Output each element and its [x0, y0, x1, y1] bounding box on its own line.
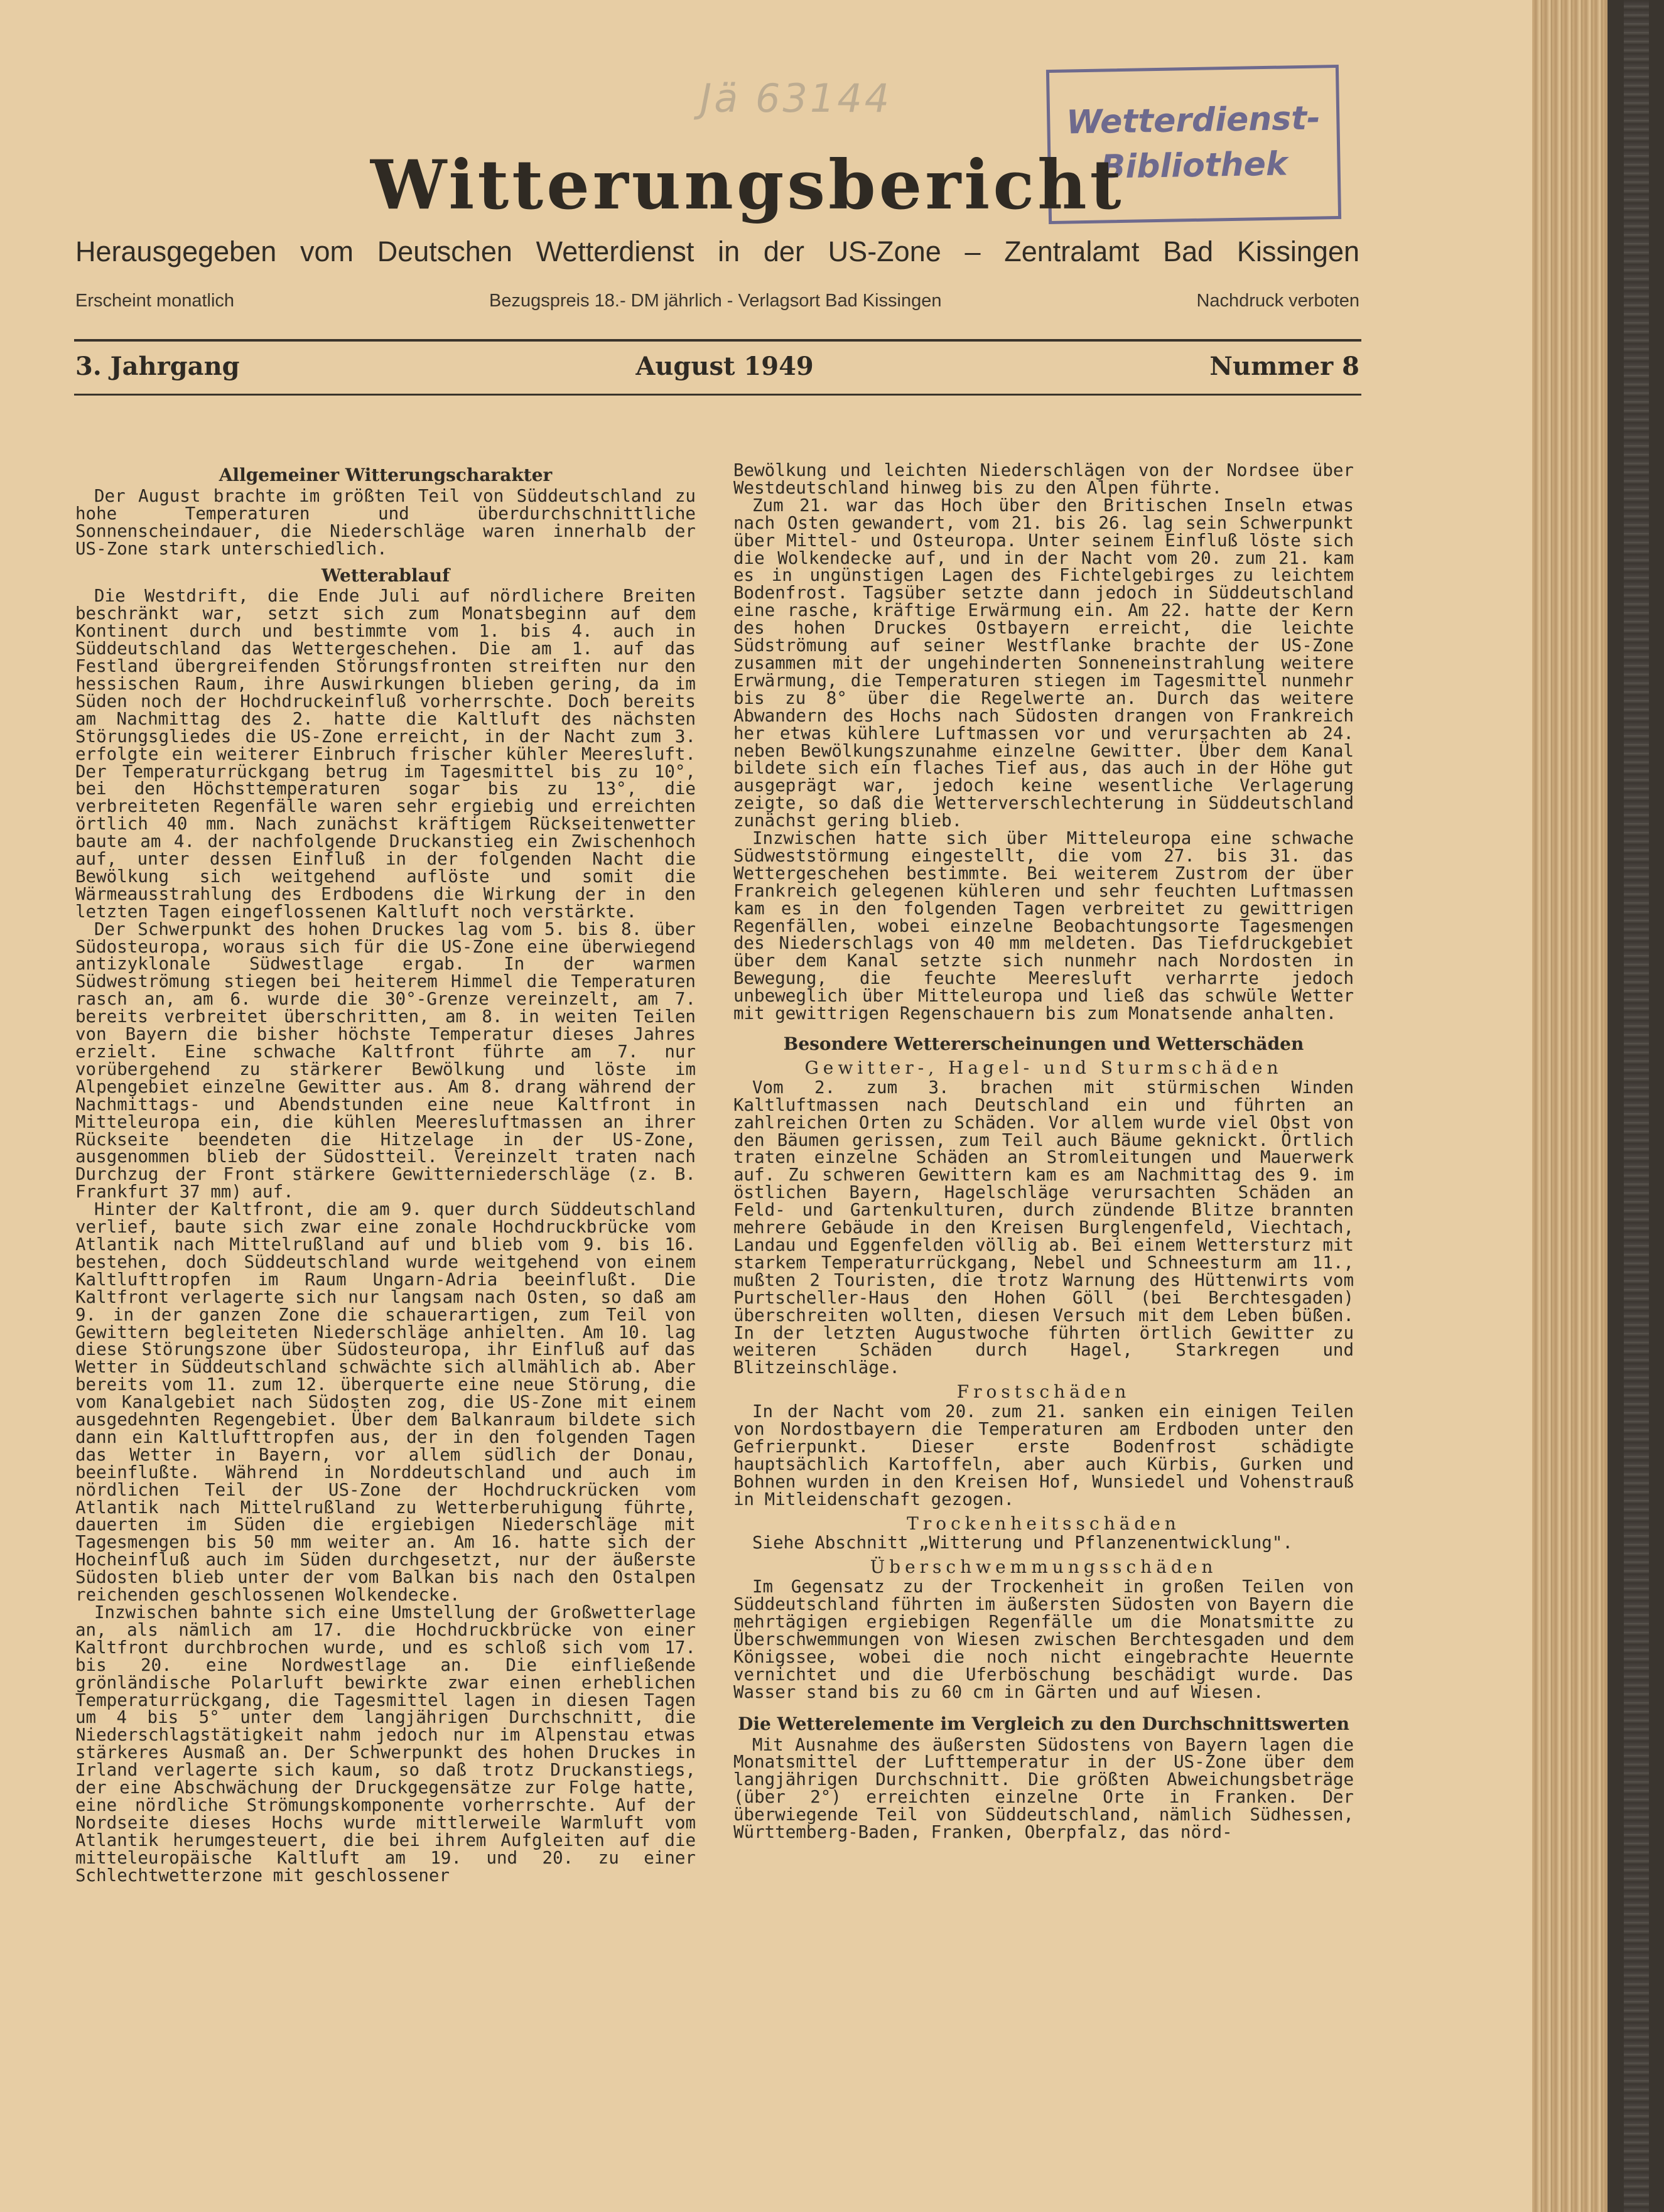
header-rule-bottom: [74, 394, 1361, 396]
paragraph: Zum 21. war das Hoch über den Britischen Inseln etwas nach Osten gewandert, vom 21. bis 26. lag sein Schwerpunkt über Mittel- und Osteuropa. Unter seinem Einfluß löste sich die Wolkendecke auf, und in der Nacht vom 20. zum 21. kam es in ungünstigen Lagen des Fichtelgebirges zu leichtem Bodenfrost. Tagsüber setzte dann jedoch in Süddeutschland eine rasche, kräftige Erwärmung ein. Am 22. hatte der Kern des hohen Druckes Ostbayern erreicht, die leichte Südströmung auf seiner Westflanke brachte der US-Zone zusammen mit der ungehinderten Sonneneinstrahlung weitere Erwärmung, die Temperaturen stiegen im Tagesmittel nunmehr bis zu 8° über die Regelwerte an. Durch das weitere Abwandern des Hochs nach Südosten drangen von Frankreich her etwas kühlere Luftmassen vor und verursachten ab 24. neben Bewölkungszunahme einzelne Gewitter. Über dem Kanal bildete sich ein flaches Tief aus, das auch in der Höhe gut ausgeprägt war, jedoch keine wesentliche Verlagerung zeigte, so daß die Wetterverschlechterung in Süddeutschland zunächst gering blieb.: [733, 495, 1354, 831]
paragraph: In der Nacht vom 20. zum 21. sanken ein einigen Teilen von Nordostbayern die Temperaturen am Erdboden unter den Gefrierpunkt. Dieser erste Bodenfrost schädigte hauptsächlich Kartoffeln, aber auch Kürbis, Gurken und Bohnen wurden in den Kreisen Hof, Wunsiedel und Vohenstrauß in Mitleidenschaft gezogen.: [733, 1401, 1354, 1509]
section-heading: Besondere Wettererscheinungen und Wetterschäden: [783, 1033, 1304, 1054]
section-heading: Allgemeiner Witterungscharakter: [219, 465, 553, 485]
text-column-right: [733, 462, 1354, 1842]
paragraph: Siehe Abschnitt „Witterung und Pflanzenentwicklung".: [752, 1533, 1293, 1553]
paragraph: Vom 2. zum 3. brachen mit stürmischen Winden Kaltluftmassen nach Deutschland ein und führten an zahlreichen Orten zu Schäden. Vor allem wurde viel Obst von den Bäumen gerissen, zum Teil auch Bäume geknickt. Örtlich traten einzelne Schäden an Stromleitungen und Mauerwerk auf. Zu schweren Gewittern kam es am Nachmittag des 9. im östlichen Bayern, Hagelschläge verursachten Schäden an Feld- und Gartenkulturen, durch zündende Blitze brannten mehrere Gebäude in den Kreisen Burglengenfeld, Viechtach, Landau und Eggenfelden völlig ab. Bei einem Wettersturz mit starkem Temperaturrückgang, Nebel und Schneesturm am 11., mußten 2 Touristen, die trotz Warnung des Hüttenwirts vom Purtscheller-Haus den Hohen Göll (bei Berchtesgaden) überschreiten wollten, diesen Versuch mit dem Leben büßen. In der letzten Augustwoche führten örtlich Gewitter zu weiteren Schäden durch Hagel, Starkregen und Blitzeinschläge.: [733, 1077, 1354, 1378]
subsection-heading: Überschwemmungsschäden: [870, 1556, 1218, 1578]
subsection-heading: Frostschäden: [956, 1381, 1131, 1403]
issue-info-row: [75, 352, 1359, 381]
publication-price: Bezugspreis 18.- DM jährlich - Verlagsort Bad Kissingen: [489, 291, 942, 311]
paragraph: Im Gegensatz zu der Trockenheit in großen Teilen von Süddeutschland führten im äußersten Südosten von Bayern die mehrtägigen ergiebigen Regenfälle um die Monatsmitte zu Überschwemmungen von Wiesen zwischen Berchtesgaden und dem Königssee, wobei die noch nicht eingebrachte Heuernte vernichtet und die Uferböschung beschädigt wurde. Das Wasser stand bis zu 60 cm in Gärten und auf Wiesen.: [733, 1577, 1354, 1702]
publication-info-row: [75, 291, 1359, 311]
reprint-notice: Nachdruck verboten: [1196, 291, 1359, 311]
issue-volume: 3. Jahrgang: [75, 352, 240, 381]
paragraph: Hinter der Kaltfront, die am 9. quer durch Süddeutschland verlief, baute sich zwar eine zonale Hochdruckbrücke vom Atlantik nach Mittelrußland auf und blieb vom 9. bis 16. bestehen, doch Süddeutschland wurde weitgehend von einem Kaltlufttropfen im Raum Ungarn-Adria beeinflußt. Die Kaltfront verlagerte sich nur langsam nach Osten, so daß am 9. in der ganzen Zone die schauerartigen, zum Teil von Gewittern begleiteten Niederschläge anhielten. Am 10. lag diese Störungszone über Südosteuropa, ihr Einfluß auf das Wetter in Süddeutschland schwächte sich allmählich ab. Aber bereits vom 11. zum 12. überquerte eine neue Störung, die vom Kanalgebiet nach Südosten zog, die US-Zone mit einem ausgedehnten Regengebiet. Über dem Balkanraum bildete sich dann ein Kaltlufttropfen aus, der in den folgenden Tagen das Wetter in Bayern, vor allem südlich der Donau, beeinflußte. Während in Norddeutschland und auch im nördlichen Teil der US-Zone der Hochdruckrücken vom Atlantik nach Mittelrußland zu Wetterberuhigung führte, dauerten im Süden die ergiebigen Niederschläge mit Tagesmengen bis 50 mm weiter an. Am 16. hatte sich der Hocheinfluß auch im Süden durchgesetzt, nur der äußerste Südosten blieb unter der vom Balkan bis nach den Ostalpen reichenden geschlossenen Wolkendecke.: [75, 1199, 696, 1605]
paragraph: Inzwischen hatte sich über Mitteleuropa eine schwache Südweststörmung eingestellt, die vom 27. bis 31. das Wettergeschehen bestimmte. Bei weiterem Zustrom der über Frankreich gelegenen kühleren und sehr feuchten Luftmassen kam es in den folgenden Tagen verbreitet zu gewittrigen Regenfällen, wobei einzelne Beobachtungsorte Tagesmengen des Niederschlags von 40 mm meldeten. Das Tiefdruckgebiet über dem Kanal setzte sich nunmehr nach Nordosten in Bewegung, die feuchte Meeresluft verharrte jedoch unbeweglich über Mitteleuropa und ließ das schwüle Wetter mit gewittrigen Regenschauern bis zum Monatsende anhalten.: [733, 828, 1354, 1024]
paragraph: Bewölkung und leichten Niederschlägen von der Nordsee über Westdeutschland hinweg bis zu den Alpen führte.: [733, 460, 1354, 498]
subsection-heading: Trockenheitsschäden: [907, 1513, 1180, 1534]
subsection-heading: Gewitter-, Hagel- und Sturmschäden: [804, 1057, 1283, 1078]
issue-number: Nummer 8: [1209, 352, 1359, 381]
issue-date: August 1949: [635, 352, 814, 381]
stamp-line-2: Bibliothek: [1100, 145, 1288, 186]
handwritten-archive-note: Jä 63144: [700, 75, 892, 121]
masthead-title: Witterungsbericht: [370, 146, 1125, 225]
paragraph: Mit Ausnahme des äußersten Südostens von Bayern lagen die Monatsmittel der Lufttemperatur in der US-Zone über dem langjährigen Durchschnitt. Die größten Abweichungsbeträge (über 2°) erreichten einzelne Orte in Franken. Der überwiegende Teil von Süddeutschland, nämlich Südhessen, Württemberg-Baden, Franken, Oberpfalz, das nörd-: [733, 1734, 1354, 1843]
paragraph: Die Westdrift, die Ende Juli auf nördlichere Breiten beschränkt war, setzt sich zum Monatsbeginn auf dem Kontinent durch und bestimmte vom 1. bis 4. auch in Süddeutschland das Wettergeschehen. Die am 1. auf das Festland übergreifenden Störungsfronten streiften nur den hessischen Raum, ihre Auswirkungen blieben gering, da im Süden noch der Hochdruckeinfluß vorherrschte. Doch bereits am Nachmittag des 2. hatte die Kaltluft des nächsten Störungsgliedes die US-Zone erreicht, in der Nacht zum 3. erfolgte ein weiterer Einbruch frischer kühler Meeresluft. Der Temperaturrückgang betrug im Tagesmittel bis zu 10°, bei den Höchsttemperaturen sogar bis zu 13°, die verbreiteten Regenfälle waren sehr ergiebig und erreichten örtlich 40 mm. Nach zunächst kräftigem Rückseitenwetter baute am 4. der nachfolgende Druckanstieg ein Zwischenhoch auf, unter dessen Einfluß in der folgenden Nacht die Bewölkung sich weitgehend auflöste und somit die Wärmeausstrahlung des Erdbodens die Wirkung der in den letzten Tagen eingeflossenen Kaltluft noch verstärkte.: [75, 586, 696, 922]
masthead-subtitle: Herausgegeben vom Deutschen Wetterdienst in der US-Zone – Zentralamt Bad Kissingen: [75, 235, 1359, 267]
paragraph: Inzwischen bahnte sich eine Umstellung der Großwetterlage an, als nämlich am 17. die Hochdruckbrücke von einer Kaltfront durchbrochen wurde, und es schloß sich vom 17. bis 20. eine Nordwestlage an. Die einfließende grönländische Polarluft bewirkte zwar einen erheblichen Temperaturrückgang, die Tagesmittel lagen in diesen Tagen um 4 bis 5° unter dem langjährigen Durchschnitt, die Niederschlagstätigkeit nahm jedoch nur im Alpenstau etwas stärkeres Ausmaß an. Der Schwerpunkt des hohen Druckes in Irland verlagerte sich kaum, so daß trotz Druckanstiegs, der eine Abschwächung der Druckgegensätze zur Folge hatte, eine nördliche Strömungskomponente vorherrschte. Auf der Nordseite dieses Hochs wurde mittlerweile Warmluft vom Atlantik herumgesteuert, die bei ihrem Aufgleiten auf die mitteleuropäische Kaltluft am 19. und 20. zu einer Schlechtwetterzone mit geschlossener: [75, 1602, 696, 1886]
paragraph: Der Schwerpunkt des hohen Druckes lag vom 5. bis 8. über Südosteuropa, woraus sich für die US-Zone eine überwiegend antizyklonale Südwestlage ergab. In der warmen Südweströmung stiegen bei heiterem Himmel die Temperaturen rasch an, am 6. wurde die 30°-Grenze vereinzelt, am 7. bereits verbreitet überschritten, am 8. in weiten Teilen von Bayern die bisher höchste Temperatur dieses Jahres erzielt. Eine schwache Kaltfront führte am 7. nur vorübergehend zu stärkerer Bewölkung und löste im Alpengebiet einzelne Gewitter aus. Am 8. drang während der Nachmittags- und Abendstunden eine neue Kaltfront in Mitteleuropa ein, die kühlen Meeresluftmassen an ihrer Rückseite beendeten die Hitzelage in der US-Zone, ausgenommen blieb der Südostteil. Vereinzelt traten nach Durchzug der Front stärkere Gewitterniederschläge (z. B. Frankfurt 37 mm) auf.: [75, 919, 696, 1202]
publication-frequency: Erscheint monatlich: [75, 291, 235, 311]
paragraph: Der August brachte im größten Teil von Süddeutschland zu hohe Temperaturen und überdurchschnittliche Sonnenscheindauer, die Niederschläge waren innerhalb der US-Zone stark unterschiedlich.: [75, 485, 696, 559]
stamp-line-1: Wetterdienst-: [1066, 99, 1321, 142]
section-heading: Wetterablauf: [321, 564, 450, 586]
section-heading: Die Wetterelemente im Vergleich zu den Durchschnittswerten: [738, 1713, 1349, 1734]
header-rule-top: [74, 339, 1361, 342]
text-column-left: [75, 461, 696, 1885]
binding-cloth: [1624, 0, 1649, 2212]
